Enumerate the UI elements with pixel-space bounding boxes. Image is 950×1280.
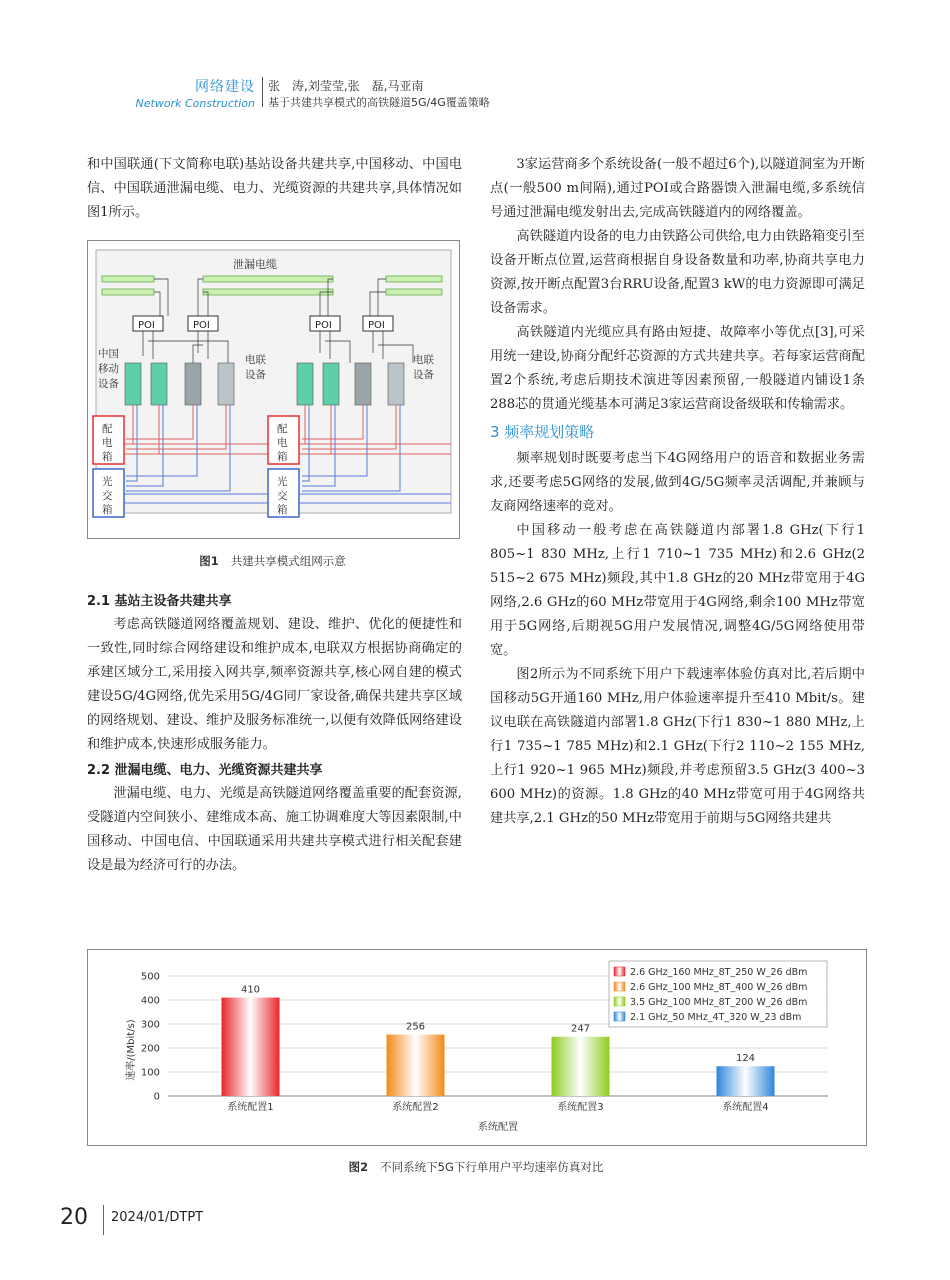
cmcc-device-label: 移动 <box>98 363 119 375</box>
x-tick-label: 系统配置4 <box>722 1102 769 1113</box>
figure-1-caption-text: 共建共享模式组网示意 <box>230 554 346 568</box>
paragraph: 高铁隧道内光缆应具有路由短捷、故障率小等优点[3],可采用统一建设,协商分配纤芯资源的方式共建共享。若每家运营商配置2个系统,考虑后期技术演进等因素预留,一般隧道内铺设1条288芯的贯通光缆基本可满足3家运营商设备级联和传输需求。 <box>490 325 865 412</box>
left-column-top <box>87 153 462 225</box>
paragraph: 考虑高铁隧道网络覆盖规划、建设、维护、优化的便捷性和一致性,同时综合网络建设和维护成本,电联双方根据协商确定的承建区域分工,采用接入网共享,频率资源共享,核心网自建的模式建设5G/4G网络,优先采用5G/4G同厂家设备,确保共建共享区域的网络规划、建设、维护及服务标准统一,以便有效降低网络建设和维护成本,快速形成服务能力。 <box>87 617 462 752</box>
power-box-label: 电 <box>102 437 113 449</box>
article-authors: 张 涛,刘莹莹,张 磊,马亚南 <box>268 79 424 93</box>
x-axis-label: 系统配置 <box>478 1122 518 1133</box>
fiber-box-label: 箱 <box>277 504 288 516</box>
paragraph: 频率规划时既要考虑当下4G网络用户的语音和数据业务需求,还要考虑5G网络的发展,做到4G/5G频率灵活调配,并兼顾与友商网络速率的竞对。 <box>490 451 865 514</box>
cmcc-device-label: 设备 <box>98 378 119 390</box>
header-divider <box>262 77 263 107</box>
legend-entry: 2.6 GHz_100 MHz_8T_400 W_26 dBm <box>630 982 808 993</box>
data-label: 124 <box>735 1053 756 1065</box>
poi-label: POI <box>315 320 332 331</box>
power-box-label: 配 <box>277 423 288 435</box>
fiber-box-label: 交 <box>102 490 113 502</box>
figure-1-caption <box>87 553 458 569</box>
fiber-box-label: 箱 <box>102 504 113 516</box>
fiber-box-label: 光 <box>102 476 113 488</box>
figure-1-caption-label: 图1 <box>199 554 219 568</box>
paragraph: 泄漏电缆、电力、光缆是高铁隧道网络覆盖重要的配套资源,受隧道内空间狭小、建维成本高、施工协调难度大等因素限制,中国移动、中国电信、中国联通采用共建共享模式进行相关配套建设是最为经济可行的办法。 <box>87 786 462 873</box>
legend-entry: 2.6 GHz_160 MHz_8T_250 W_26 dBm <box>630 967 808 978</box>
subsection-heading-2-2: 2.2 泄漏电缆、电力、光缆资源共建共享 <box>87 763 323 778</box>
legend-entry: 2.1 GHz_50 MHz_4T_320 W_23 dBm <box>630 1012 802 1023</box>
paragraph: 图2所示为不同系统下用户下载速率体验仿真对比,若后期中国移动5G开通160 MHz,用户体验速率提升至410 Mbit/s。建议电联在高铁隧道内部署1.8 GHz(下行1 830~1 880 MHz,上行1 735~1 785 MHz)和2.1 GHz(下行2 110~2 155 MHz,上行1 920~1 965 MHz)频段,并考虑预留3.5 GHz(3 400~3 600 MHz)的资源。1.8 GHz的40 MHz带宽可用于4G网络共建共享,2.1 GHz的50 MHz带宽用于前期与5G网络共建共 <box>490 667 865 826</box>
legend-entry: 3.5 GHz_100 MHz_8T_200 W_26 dBm <box>630 997 808 1008</box>
y-tick-label: 300 <box>140 1019 160 1031</box>
power-box-label: 箱 <box>277 451 288 463</box>
legend-swatch <box>614 982 625 991</box>
bar <box>717 1066 775 1096</box>
fiber-box-label: 交 <box>277 490 288 502</box>
ctcu-device-label: 设备 <box>413 369 434 381</box>
bar-chart <box>88 950 866 1145</box>
y-axis-label: 速率/(Mbit/s) <box>126 1019 137 1081</box>
poi-label: POI <box>193 320 210 331</box>
power-box-label: 电 <box>277 437 288 449</box>
cmcc-device-label: 中国 <box>98 348 119 360</box>
y-tick-label: 100 <box>140 1067 160 1079</box>
legend-swatch <box>614 967 625 976</box>
data-label: 247 <box>570 1023 591 1035</box>
section-name-cn: 网络建设 <box>195 79 255 95</box>
network-diagram <box>88 241 459 538</box>
cable-label: 泄漏电缆 <box>233 258 277 271</box>
legend-swatch <box>614 997 625 1006</box>
figure-1-diagram <box>87 240 460 539</box>
article-title: 基于共建共享模式的高铁隧道5G/4G覆盖策略 <box>268 96 490 109</box>
paragraph: 和中国联通(下文简称电联)基站设备共建共享,中国移动、中国电信、中国联通泄漏电缆、电力、光缆资源的共建共享,具体情况如图1所示。 <box>87 157 462 220</box>
figure-2-caption <box>87 1159 865 1175</box>
figure-2-caption-text: 不同系统下5G下行单用户平均速率仿真对比 <box>380 1160 604 1174</box>
x-tick-label: 系统配置3 <box>557 1102 604 1113</box>
ctcu-device-label: 电联 <box>413 354 434 366</box>
figure-2-caption-label: 图2 <box>348 1160 369 1174</box>
x-tick-label: 系统配置2 <box>392 1102 439 1113</box>
paragraph: 高铁隧道内设备的电力由铁路公司供给,电力由铁路箱变引至设备开断点位置,运营商根据自身设备数量和功率,协商共享电力资源,按开断点配置3台RRU设备,配置3 kW的电力资源即可满足设备需求。 <box>490 229 865 316</box>
bar <box>222 998 280 1096</box>
figure-2-chart <box>87 949 867 1146</box>
y-tick-label: 200 <box>140 1043 160 1055</box>
left-column-bottom <box>87 591 462 878</box>
issue-label: 2024/01/DTPT <box>111 1210 204 1225</box>
y-tick-label: 0 <box>153 1091 160 1103</box>
right-column <box>490 153 865 831</box>
y-tick-label: 400 <box>140 995 160 1007</box>
fiber-box-label: 光 <box>277 476 288 488</box>
poi-label: POI <box>368 320 385 331</box>
bar <box>552 1037 610 1096</box>
page-number: 20 <box>60 1205 88 1230</box>
x-tick-label: 系统配置1 <box>227 1102 274 1113</box>
data-label: 256 <box>405 1021 426 1033</box>
section-name-en: Network Construction <box>135 97 255 110</box>
power-box-label: 箱 <box>102 451 113 463</box>
subsection-heading-2-1: 2.1 基站主设备共建共享 <box>87 594 232 609</box>
running-header-section <box>120 76 255 110</box>
section-heading-3: 3 频率规划策略 <box>490 423 595 441</box>
power-box-label: 配 <box>102 423 113 435</box>
legend-swatch <box>614 1012 625 1021</box>
paragraph: 中国移动一般考虑在高铁隧道内部署1.8 GHz(下行1 805~1 830 MHz,上行1 710~1 735 MHz)和2.6 GHz(2 515~2 675 MHz)频段,其中1.8 GHz的20 MHz带宽用于4G网络,2.6 GHz的60 MHz带宽用于4G网络,剩余100 MHz带宽用于5G网络,后期视5G用户发展情况,调整4G/5G网络使用带宽。 <box>490 523 865 658</box>
paragraph: 3家运营商多个系统设备(一般不超过6个),以隧道洞室为开断点(一般500 m间隔),通过POI或合路器馈入泄漏电缆,多系统信号通过泄漏电缆发射出去,完成高铁隧道内的网络覆盖。 <box>490 157 865 220</box>
poi-label: POI <box>138 320 155 331</box>
data-label: 410 <box>240 984 261 996</box>
ctcu-device-label: 设备 <box>245 369 266 381</box>
ctcu-device-label: 电联 <box>245 354 266 366</box>
footer-divider <box>103 1205 104 1235</box>
y-tick-label: 500 <box>140 971 160 983</box>
bar <box>387 1035 445 1096</box>
